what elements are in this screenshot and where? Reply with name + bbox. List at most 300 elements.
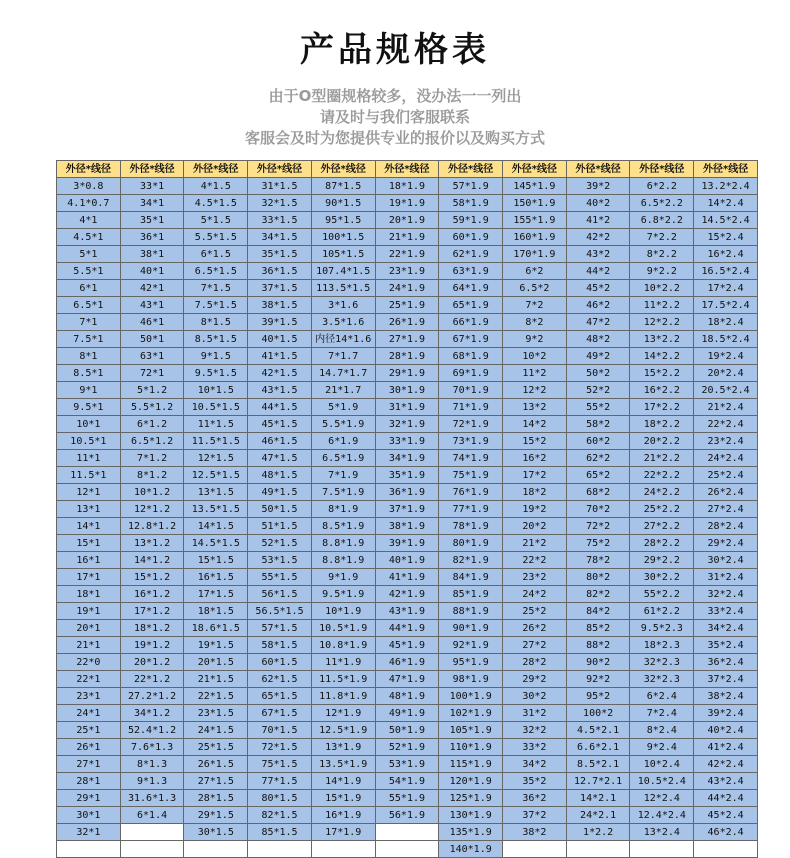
spec-cell: 22*1.9 (375, 246, 439, 263)
spec-cell: 84*2 (566, 603, 630, 620)
table-row (57, 671, 758, 688)
spec-cell (248, 841, 312, 858)
spec-cell: 95*1.9 (439, 654, 503, 671)
spec-cell: 10*1 (57, 416, 121, 433)
spec-cell: 7*2.4 (630, 705, 694, 722)
spec-cell: 44*1.9 (375, 620, 439, 637)
spec-cell: 32*1.9 (375, 416, 439, 433)
spec-cell: 92*2 (566, 671, 630, 688)
spec-cell: 155*1.9 (503, 212, 567, 229)
spec-cell: 49*2 (566, 348, 630, 365)
table-row (57, 280, 758, 297)
table-row (57, 229, 758, 246)
spec-cell: 24*2.4 (694, 450, 758, 467)
spec-cell: 15*2.4 (694, 229, 758, 246)
spec-cell: 17*1.2 (120, 603, 184, 620)
spec-cell: 45*2.4 (694, 807, 758, 824)
spec-cell: 11.5*1.9 (311, 671, 375, 688)
spec-cell: 7.6*1.3 (120, 739, 184, 756)
spec-cell: 31*2 (503, 705, 567, 722)
table-row (57, 314, 758, 331)
spec-cell: 19*1.5 (184, 637, 248, 654)
spec-cell: 67*1.5 (248, 705, 312, 722)
spec-cell: 4.5*1.5 (184, 195, 248, 212)
spec-cell: 14.5*1.5 (184, 535, 248, 552)
spec-cell: 22*2.2 (630, 467, 694, 484)
spec-cell: 53*1.9 (375, 756, 439, 773)
spec-cell: 64*1.9 (439, 280, 503, 297)
table-row (57, 467, 758, 484)
spec-cell: 23*1.9 (375, 263, 439, 280)
spec-cell: 13*1 (57, 501, 121, 518)
spec-cell: 58*2 (566, 416, 630, 433)
spec-cell: 13.5*1.9 (311, 756, 375, 773)
spec-cell: 36*1 (120, 229, 184, 246)
spec-cell: 9.5*1.5 (184, 365, 248, 382)
spec-cell (120, 841, 184, 858)
table-row (57, 365, 758, 382)
spec-cell: 19*1.9 (375, 195, 439, 212)
spec-cell: 5.5*1 (57, 263, 121, 280)
table-row (57, 637, 758, 654)
spec-cell: 110*1.9 (439, 739, 503, 756)
spec-cell: 20*2.2 (630, 433, 694, 450)
spec-cell: 23*2 (503, 569, 567, 586)
spec-cell: 36*2.4 (694, 654, 758, 671)
spec-cell: 10*2.2 (630, 280, 694, 297)
spec-cell: 24*1.9 (375, 280, 439, 297)
spec-cell: 13*2 (503, 399, 567, 416)
spec-cell: 21*1.7 (311, 382, 375, 399)
spec-cell: 19*1.2 (120, 637, 184, 654)
spec-cell: 24*2.2 (630, 484, 694, 501)
spec-cell: 43*1.9 (375, 603, 439, 620)
table-row (57, 722, 758, 739)
spec-cell: 35*1 (120, 212, 184, 229)
spec-cell: 28*2 (503, 654, 567, 671)
spec-cell: 72*1.9 (439, 416, 503, 433)
spec-cell: 8.5*1.5 (184, 331, 248, 348)
spec-cell: 17*1.5 (184, 586, 248, 603)
spec-cell: 21*1 (57, 637, 121, 654)
spec-cell: 40*2.4 (694, 722, 758, 739)
spec-cell: 160*1.9 (503, 229, 567, 246)
spec-cell: 15*2 (503, 433, 567, 450)
spec-cell: 80*2 (566, 569, 630, 586)
spec-cell: 36*1.9 (375, 484, 439, 501)
spec-cell: 5*1.9 (311, 399, 375, 416)
spec-cell: 98*1.9 (439, 671, 503, 688)
spec-cell: 135*1.9 (439, 824, 503, 841)
table-row (57, 586, 758, 603)
spec-cell: 39*2.4 (694, 705, 758, 722)
spec-cell: 6.5*2.2 (630, 195, 694, 212)
spec-cell: 8.8*1.9 (311, 552, 375, 569)
table-row (57, 433, 758, 450)
spec-cell: 60*1.9 (439, 229, 503, 246)
spec-cell: 47*1.9 (375, 671, 439, 688)
spec-cell: 100*2 (566, 705, 630, 722)
spec-cell: 43*1.5 (248, 382, 312, 399)
spec-cell: 14*2.1 (566, 790, 630, 807)
spec-cell: 5*1.2 (120, 382, 184, 399)
table-row (57, 841, 758, 858)
spec-cell: 10*2 (503, 348, 567, 365)
spec-cell: 18.5*2.4 (694, 331, 758, 348)
spec-cell: 17*2.2 (630, 399, 694, 416)
spec-cell: 90*2 (566, 654, 630, 671)
spec-cell: 10.5*1.9 (311, 620, 375, 637)
spec-cell: 18*2.4 (694, 314, 758, 331)
spec-cell: 56*1.5 (248, 586, 312, 603)
table-header-row (57, 161, 758, 178)
spec-cell: 9*2.4 (630, 739, 694, 756)
spec-cell: 34*1 (120, 195, 184, 212)
spec-cell: 16.5*2.4 (694, 263, 758, 280)
spec-cell: 28*2.4 (694, 518, 758, 535)
spec-cell: 95*2 (566, 688, 630, 705)
table-row (57, 824, 758, 841)
spec-cell: 7*1.9 (311, 467, 375, 484)
spec-table (56, 160, 758, 858)
spec-cell: 22*2 (503, 552, 567, 569)
table-row (57, 739, 758, 756)
spec-cell: 12.8*1.2 (120, 518, 184, 535)
spec-cell: 20*1.2 (120, 654, 184, 671)
spec-cell: 18*2.3 (630, 637, 694, 654)
spec-cell: 43*2.4 (694, 773, 758, 790)
spec-cell: 23*2.4 (694, 433, 758, 450)
spec-cell: 85*1.9 (439, 586, 503, 603)
spec-cell: 32*2 (503, 722, 567, 739)
spec-cell: 13*1.5 (184, 484, 248, 501)
spec-cell: 48*1.5 (248, 467, 312, 484)
spec-cell: 18*1.2 (120, 620, 184, 637)
spec-cell: 46*1.9 (375, 654, 439, 671)
spec-cell: 18.6*1.5 (184, 620, 248, 637)
spec-cell: 48*1.9 (375, 688, 439, 705)
spec-cell: 44*1.5 (248, 399, 312, 416)
spec-cell: 12*1.5 (184, 450, 248, 467)
spec-cell: 22*1.5 (184, 688, 248, 705)
spec-cell: 32*2.4 (694, 586, 758, 603)
column-header: 外径*线径 (439, 161, 503, 178)
spec-cell: 11*1.5 (184, 416, 248, 433)
spec-cell: 12*1.2 (120, 501, 184, 518)
spec-cell: 7.5*1.5 (184, 297, 248, 314)
spec-cell: 63*1.9 (439, 263, 503, 280)
spec-cell (375, 824, 439, 841)
spec-cell: 11.5*1.5 (184, 433, 248, 450)
spec-cell: 26*1.9 (375, 314, 439, 331)
spec-cell: 23*1 (57, 688, 121, 705)
spec-cell: 27*1.9 (375, 331, 439, 348)
spec-cell: 7.5*1.9 (311, 484, 375, 501)
spec-cell (120, 824, 184, 841)
spec-cell: 16*1.5 (184, 569, 248, 586)
spec-cell: 70*1.5 (248, 722, 312, 739)
spec-cell: 27*2.2 (630, 518, 694, 535)
spec-cell: 10*1.9 (311, 603, 375, 620)
spec-cell: 34*2 (503, 756, 567, 773)
spec-cell: 26*2.4 (694, 484, 758, 501)
spec-cell: 61*2.2 (630, 603, 694, 620)
spec-cell: 41*1.9 (375, 569, 439, 586)
spec-cell: 8.5*2.1 (566, 756, 630, 773)
spec-cell: 41*2 (566, 212, 630, 229)
spec-cell: 65*1.5 (248, 688, 312, 705)
spec-cell: 60*2 (566, 433, 630, 450)
table-body (57, 178, 758, 858)
spec-cell: 6.8*2.2 (630, 212, 694, 229)
spec-cell: 39*1.5 (248, 314, 312, 331)
spec-cell: 17*1 (57, 569, 121, 586)
spec-cell: 53*1.5 (248, 552, 312, 569)
spec-cell: 28*1.5 (184, 790, 248, 807)
spec-cell: 41*1.5 (248, 348, 312, 365)
spec-cell: 9*1 (57, 382, 121, 399)
spec-cell: 43*1 (120, 297, 184, 314)
spec-cell: 6*2.2 (630, 178, 694, 195)
table-row (57, 688, 758, 705)
spec-cell: 27.2*1.2 (120, 688, 184, 705)
spec-cell: 31*1.9 (375, 399, 439, 416)
spec-cell (375, 841, 439, 858)
spec-cell: 92*1.9 (439, 637, 503, 654)
spec-cell: 8.5*1 (57, 365, 121, 382)
spec-cell: 7*1.5 (184, 280, 248, 297)
spec-cell: 28*1 (57, 773, 121, 790)
spec-cell: 14*2.2 (630, 348, 694, 365)
spec-cell: 29*1.5 (184, 807, 248, 824)
spec-cell: 9.5*1.9 (311, 586, 375, 603)
spec-cell (566, 841, 630, 858)
spec-cell: 42*1.9 (375, 586, 439, 603)
spec-cell: 24*2.1 (566, 807, 630, 824)
spec-cell: 6*1.2 (120, 416, 184, 433)
spec-cell: 55*2 (566, 399, 630, 416)
spec-cell: 82*1.9 (439, 552, 503, 569)
spec-cell: 40*2 (566, 195, 630, 212)
spec-cell: 74*1.9 (439, 450, 503, 467)
spec-cell: 7.5*1 (57, 331, 121, 348)
spec-cell: 40*1.5 (248, 331, 312, 348)
spec-cell: 36*2 (503, 790, 567, 807)
table-row (57, 263, 758, 280)
spec-cell: 32*1.5 (248, 195, 312, 212)
spec-cell: 35*1.5 (248, 246, 312, 263)
spec-cell: 24*2 (503, 586, 567, 603)
spec-cell: 62*2 (566, 450, 630, 467)
spec-cell: 33*1 (120, 178, 184, 195)
spec-cell: 18*1 (57, 586, 121, 603)
spec-cell: 15*1 (57, 535, 121, 552)
column-header: 外径*线径 (311, 161, 375, 178)
spec-cell: 40*1.9 (375, 552, 439, 569)
spec-cell: 21*2.2 (630, 450, 694, 467)
spec-cell: 50*2 (566, 365, 630, 382)
spec-cell: 70*2 (566, 501, 630, 518)
spec-cell: 49*1.5 (248, 484, 312, 501)
spec-cell: 52*2 (566, 382, 630, 399)
spec-cell: 1*2.2 (566, 824, 630, 841)
spec-cell: 55*1.9 (375, 790, 439, 807)
spec-cell: 130*1.9 (439, 807, 503, 824)
spec-cell: 26*1 (57, 739, 121, 756)
spec-cell: 32*2.3 (630, 654, 694, 671)
table-row (57, 807, 758, 824)
spec-cell: 73*1.9 (439, 433, 503, 450)
table-row (57, 399, 758, 416)
spec-cell: 145*1.9 (503, 178, 567, 195)
spec-cell: 34*1.2 (120, 705, 184, 722)
spec-cell: 40*1 (120, 263, 184, 280)
spec-cell: 30*1.9 (375, 382, 439, 399)
spec-cell: 67*1.9 (439, 331, 503, 348)
spec-cell: 3*1.6 (311, 297, 375, 314)
table-row (57, 450, 758, 467)
spec-cell: 38*1.9 (375, 518, 439, 535)
spec-cell: 25*2 (503, 603, 567, 620)
table-row (57, 484, 758, 501)
table-row (57, 416, 758, 433)
table-row (57, 348, 758, 365)
table-row (57, 790, 758, 807)
spec-cell: 24*1.5 (184, 722, 248, 739)
spec-cell: 20*2 (503, 518, 567, 535)
spec-cell: 8.8*1.9 (311, 535, 375, 552)
spec-cell: 8*1.2 (120, 467, 184, 484)
spec-cell: 14.5*2.4 (694, 212, 758, 229)
spec-cell: 25*2.4 (694, 467, 758, 484)
spec-cell: 77*1.9 (439, 501, 503, 518)
spec-cell: 33*1.5 (248, 212, 312, 229)
spec-cell: 48*2 (566, 331, 630, 348)
table-row (57, 331, 758, 348)
spec-cell: 6.5*1 (57, 297, 121, 314)
spec-cell: 14*2.4 (694, 195, 758, 212)
table-row (57, 705, 758, 722)
spec-cell: 11.8*1.9 (311, 688, 375, 705)
spec-cell: 38*1.5 (248, 297, 312, 314)
spec-cell: 4*1.5 (184, 178, 248, 195)
spec-cell: 10*1.5 (184, 382, 248, 399)
spec-cell: 57*1.5 (248, 620, 312, 637)
spec-cell: 100*1.5 (311, 229, 375, 246)
spec-cell: 47*1.5 (248, 450, 312, 467)
spec-cell: 8*1 (57, 348, 121, 365)
spec-cell: 18*1.5 (184, 603, 248, 620)
spec-cell: 55*1.5 (248, 569, 312, 586)
spec-cell: 56*1.9 (375, 807, 439, 824)
spec-cell: 17*1.9 (311, 824, 375, 841)
spec-cell: 105*1.9 (439, 722, 503, 739)
subtitle-line: 请及时与我们客服联系 (319, 108, 470, 126)
spec-cell: 9.5*2.3 (630, 620, 694, 637)
spec-cell: 71*1.9 (439, 399, 503, 416)
spec-cell: 57*1.9 (439, 178, 503, 195)
spec-cell: 3.5*1.6 (311, 314, 375, 331)
spec-cell: 21*1.5 (184, 671, 248, 688)
spec-cell: 7*2 (503, 297, 567, 314)
table-row (57, 654, 758, 671)
spec-cell: 13*2.4 (630, 824, 694, 841)
spec-cell: 19*1 (57, 603, 121, 620)
spec-cell: 58*1.9 (439, 195, 503, 212)
spec-cell: 16*1.2 (120, 586, 184, 603)
spec-cell: 31.6*1.3 (120, 790, 184, 807)
spec-cell: 6*1.5 (184, 246, 248, 263)
spec-cell: 56.5*1.5 (248, 603, 312, 620)
spec-cell: 51*1.5 (248, 518, 312, 535)
spec-cell: 22*2.4 (694, 416, 758, 433)
spec-cell: 42*1.5 (248, 365, 312, 382)
spec-cell: 5*1 (57, 246, 121, 263)
spec-cell: 80*1.9 (439, 535, 503, 552)
spec-cell: 16*1 (57, 552, 121, 569)
table-row (57, 212, 758, 229)
spec-cell: 12*1.9 (311, 705, 375, 722)
spec-cell: 16*1.9 (311, 807, 375, 824)
table-row (57, 552, 758, 569)
spec-cell: 65*2 (566, 467, 630, 484)
spec-cell: 46*1.5 (248, 433, 312, 450)
spec-cell: 80*1.5 (248, 790, 312, 807)
spec-cell: 29*2.2 (630, 552, 694, 569)
spec-cell: 7*1.7 (311, 348, 375, 365)
spec-cell: 6.6*2.1 (566, 739, 630, 756)
spec-cell: 8.5*1.9 (311, 518, 375, 535)
spec-cell: 69*1.9 (439, 365, 503, 382)
spec-cell: 37*2 (503, 807, 567, 824)
spec-cell: 10*1.2 (120, 484, 184, 501)
spec-cell: 5.5*1.9 (311, 416, 375, 433)
spec-cell: 26*1.5 (184, 756, 248, 773)
spec-cell: 5.5*1.5 (184, 229, 248, 246)
spec-cell: 45*1.5 (248, 416, 312, 433)
spec-cell: 42*2.4 (694, 756, 758, 773)
spec-cell: 90*1.5 (311, 195, 375, 212)
spec-cell: 77*1.5 (248, 773, 312, 790)
spec-cell: 13*1.9 (311, 739, 375, 756)
spec-cell: 42*1 (120, 280, 184, 297)
spec-cell: 21*1.9 (375, 229, 439, 246)
spec-cell: 12.5*1.5 (184, 467, 248, 484)
spec-cell: 20*1.5 (184, 654, 248, 671)
spec-cell: 15*1.2 (120, 569, 184, 586)
spec-cell: 4*1 (57, 212, 121, 229)
table-row (57, 569, 758, 586)
spec-cell: 29*2 (503, 671, 567, 688)
spec-cell: 22*0 (57, 654, 121, 671)
spec-cell: 35*2 (503, 773, 567, 790)
spec-cell: 62*1.5 (248, 671, 312, 688)
spec-cell: 12.4*2.4 (630, 807, 694, 824)
spec-cell: 34*1.9 (375, 450, 439, 467)
spec-cell: 18*2 (503, 484, 567, 501)
spec-cell: 33*2 (503, 739, 567, 756)
spec-cell: 105*1.5 (311, 246, 375, 263)
spec-cell: 43*2 (566, 246, 630, 263)
spec-cell: 68*2 (566, 484, 630, 501)
spec-cell: 6.5*1.2 (120, 433, 184, 450)
table-row (57, 195, 758, 212)
spec-cell: 6.5*1.5 (184, 263, 248, 280)
spec-cell: 78*1.9 (439, 518, 503, 535)
spec-cell: 20*2.4 (694, 365, 758, 382)
table-row (57, 756, 758, 773)
spec-cell: 87*1.5 (311, 178, 375, 195)
